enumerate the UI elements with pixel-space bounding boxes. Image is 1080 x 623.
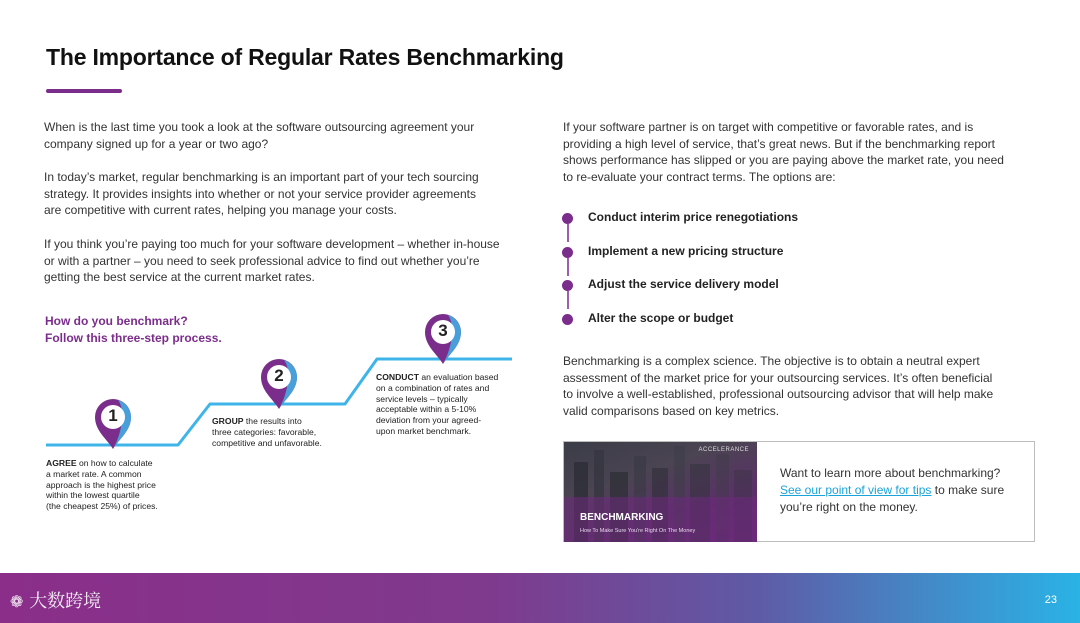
benchmarking-promo-card [563,441,1035,542]
cover-subtitle: How To Make Sure You're Right On The Money [580,528,696,534]
bullet-dot-icon [562,280,573,291]
process-subhead: How do you benchmark? Follow this three-step process. [45,314,222,345]
list-item: Conduct interim price renegotiations [562,208,882,230]
footer-bar [0,573,1080,623]
paragraph-complex-science: Benchmarking is a complex science. The objective is to obtain a neutral expert assessment of the market price for your outsourcing services. It’s often beneficial to involve a well-established, professional outsourcing advisor that will help make valid comparisons based on key metrics. [563,354,994,418]
list-item: Implement a new pricing structure [562,242,882,264]
paragraph-market: In today’s market, regular benchmarking is an important part of your tech sourcing strategy. It provides insights into whether or not your service provider agreements are competitive with current rates, helping you manage your costs. [44,170,479,218]
step-3-number: 3 [438,321,448,340]
point-of-view-link[interactable]: See our point of view for tips [780,483,932,497]
step-2-number: 2 [274,366,284,385]
paragraph-partner: If your software partner is on target with competitive or favorable rates, and is providing a high level of service, that’s great news. But if the benchmarking report shows performance has slipped or you are paying above the market rate, you need to re-evaluate your contract terms. The options are: [563,120,1004,184]
footer-logo-icon: ❁ [10,592,24,611]
footer-logo: ❁ 大数跨境 [10,591,102,612]
list-item: Alter the scope or budget [562,309,882,331]
benchmarking-cover-image[interactable] [564,442,757,542]
brand-label: ACCELERANCE [698,447,749,453]
step-1-description: AGREE on how to calculate a market rate. A common approach is the highest price within the lowest quartile (the cheapest 25%) of prices. [46,458,158,512]
title-underline [46,89,122,93]
bullet-dot-icon [562,314,573,325]
step-2-description: GROUP the results into three categories: favorable, competitive and unfavorable. [212,416,322,448]
city-skyline-icon [564,442,757,542]
step-1-number: 1 [108,406,118,425]
step-3-description: CONDUCT an evaluation based on a combination of rates and service levels – typically acceptable within a 5-10% deviation from your agreed- upon market benchmark. [376,372,499,436]
bullet-dot-icon [562,213,573,224]
cover-title: BENCHMARKING [580,512,664,523]
page-number: 23 [1044,594,1057,606]
bullet-dot-icon [562,247,573,258]
page-title: The Importance of Regular Rates Benchmarking [46,44,564,70]
paragraph-advice: If you think you’re paying too much for your software development – whether in-house or with a partner – you need to seek professional advice to find out whether you’re getting the best service at the current market rates. [44,237,500,285]
list-item: Adjust the service delivery model [562,275,882,297]
promo-text: Want to learn more about benchmarking? See our point of view for tips to make sure you’re right on the money. [780,466,1005,514]
paragraph-intro: When is the last time you took a look at the software outsourcing agreement your company signed up for a year or two ago? [44,120,475,151]
